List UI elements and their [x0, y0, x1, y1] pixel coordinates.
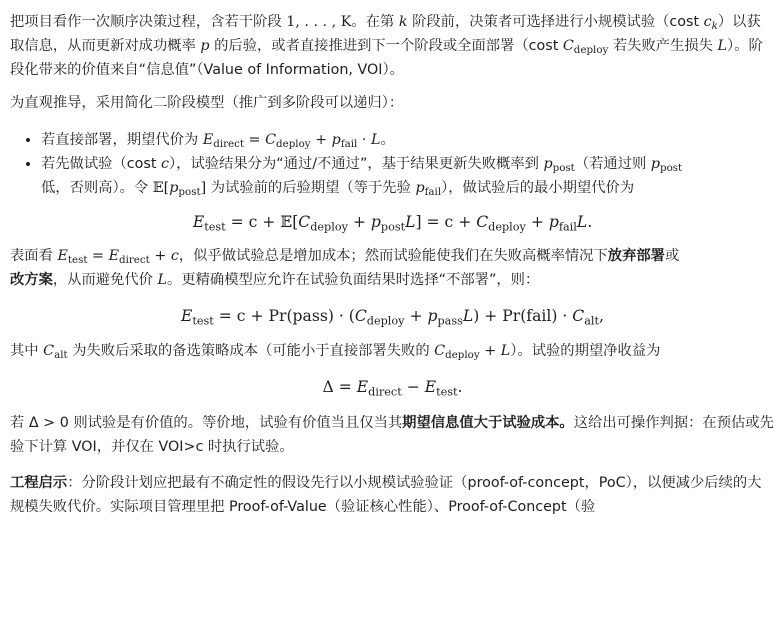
equation-expected-test-cost: $E_{test} = c$ + $𝔼[C_{deploy} + p_{post}L] = c + C_{deploy} + p_{fail}L$.: [192, 213, 593, 234]
paragraph-analysis: 表面看 $E_{test} = E_{direct} + c$，似乎做试验总是增加成本；然而试验能使我们在失败高概率情况下放弃部署或 改方案，从而避免代价 L。更精确模型应允许在试验负面结果时选择“不部署”，则：: [10, 248, 680, 288]
document-body: [10, 10, 775, 519]
equation-refined-test-cost: $E_{test} = c$ + Pr(pass) · $(C_{deploy} + p_{pass}L)$ + Pr(fail) · $C_{alt}$,: [181, 307, 604, 328]
bullet-list: [10, 128, 775, 200]
list-item: • 若先做试验（cost c），试验结果分为“通过/不通过”，基于结果更新失败概率到 $p_{post}$（若通过则 $p_{post}$ 低，否则高）。令 $𝔼[p_{post}]$ 为试验前的后验期望（等于先验 $p_{fail}$），做试验后的最小期望代价为: [41, 152, 775, 200]
list-item: • 若直接部署，期望代价为 $E_{direct} = C_{deploy} + p_{fail} \cdot L$。: [41, 128, 775, 152]
equation-net-benefit: $\Delta = E_{direct} - E_{test}$.: [322, 378, 463, 399]
paragraph-alt-cost: 其中 $C_{alt}$ 为失败后采取的备选策略成本（可能小于直接部署失败的 $C_{deploy} + L$）。试验的期望净收益为: [10, 343, 661, 362]
paragraph-intro: 把项目看作一次顺序决策过程，含若干阶段 1, . . . , K。在第 k 阶段前，决策者可选择进行小规模试验（cost $c_k$）以获取信息，从而更新对成功概率 p 的后验，或者直接推进到下一个阶段或全面部署（cost $C_{deploy}$ 若失败产生损失 L）。阶段化带来的价值来自“信息值”（Value of Information, VOI）。: [10, 14, 763, 78]
paragraph-criterion: 若 Δ > 0 则试验是有价值的。等价地，试验有价值当且仅当其期望信息值大于试验成本。这给出可操作判据：在预估或先验下计算 VOI，并仅在 VOI>c 时执行试验。: [10, 415, 774, 455]
paragraph-engineering-insight: 工程启示：分阶段计划应把最有不确定性的假设先行以小规模试验验证（proof-of-concept，PoC），以便减少后续的大规模失败代价。实际项目管理里把 Proof-of-Value（验证核心性能）、Proof-of-Concept（验: [10, 475, 762, 515]
paragraph-model-intro: 为直观推导，采用简化二阶段模型（推广到多阶段可以递归）：: [10, 95, 404, 111]
